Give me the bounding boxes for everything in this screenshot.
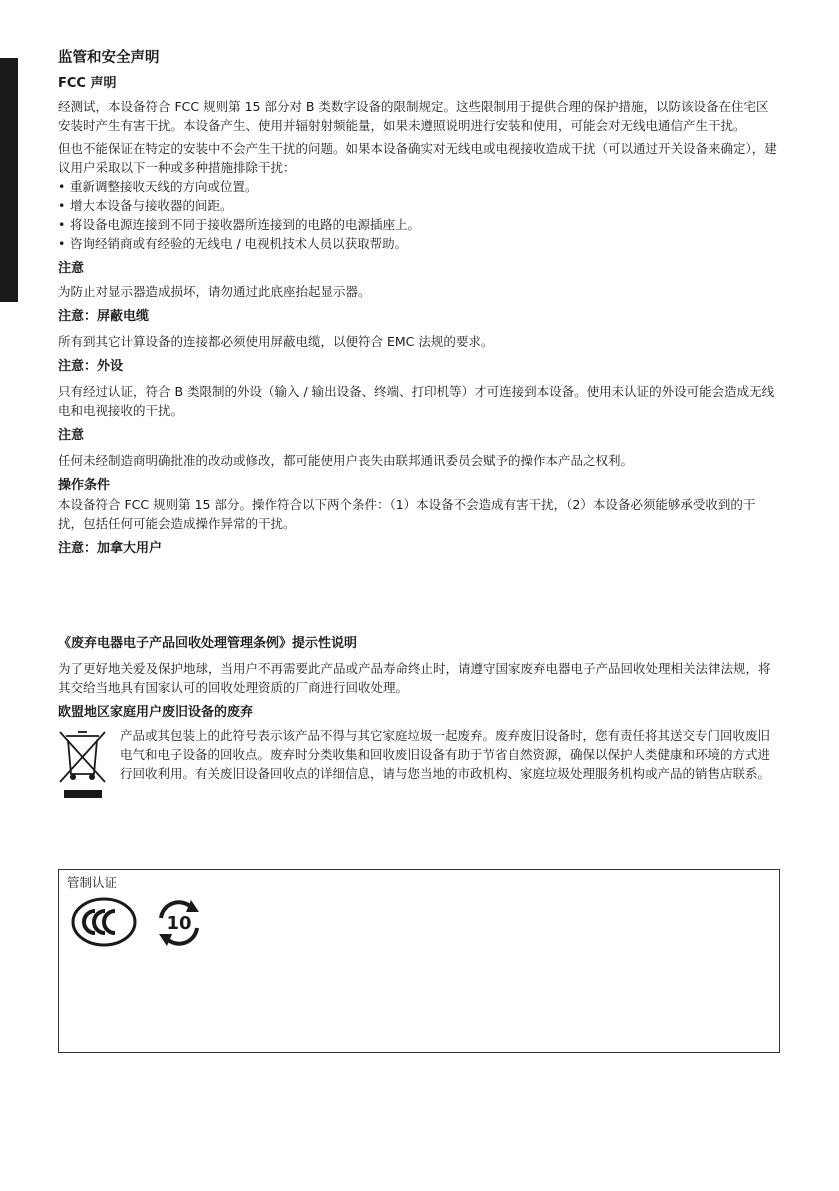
- fcc-paragraph-2: 但也不能保证在特定的安装中不会产生干扰的问题。如果本设备确实对无线电或电视接收造成干扰（可以通过开关设备来确定），建议用户采取以下一种或多种措施排除干扰：: [58, 141, 777, 175]
- modification-text: 任何未经制造商明确批准的改动或修改，都可能使用户丧失由联邦通讯委员会赋予的操作本产品之权利。: [58, 453, 634, 468]
- notice-heading: 注意: [58, 261, 85, 276]
- operating-conditions-heading: 操作条件: [58, 478, 111, 493]
- fcc-bullet: • 重新调整接收天线的方向或位置。: [58, 177, 780, 196]
- canada-heading: 注意：加拿大用户: [58, 541, 163, 556]
- shielded-cable-text: 所有到其它计算设备的连接都必须使用屏蔽电缆，以便符合 EMC 法规的要求。: [58, 334, 494, 349]
- fcc-paragraph-1: 经测试，本设备符合 FCC 规则第 15 部分对 B 类数字设备的限制规定。这些限制用于提供合理的保护措施，以防该设备在住宅区安装时产生有害干扰。本设备产生、使用并辐射射频能量，如果未遵照说明进行安装和使用，可能会对无线电通信产生干扰。: [58, 99, 769, 133]
- eu-disposal-block: [58, 726, 780, 806]
- waste-regulation-heading: 《废弃电器电子产品回收处理管理条例》提示性说明: [58, 636, 358, 651]
- regulatory-certification-box: [58, 869, 780, 1053]
- fcc-bullet: • 增大本设备与接收器的间距。: [58, 196, 780, 215]
- ccc-mark-icon: [71, 897, 137, 951]
- fcc-bullet: • 将设备电源连接到不同于接收器所连接到的电路的电源插座上。: [58, 215, 780, 234]
- notice-text: 为防止对显示器造成损坏，请勿通过此底座抬起显示器。: [58, 284, 371, 299]
- side-tab-marker: [0, 58, 18, 302]
- document-body: [58, 48, 780, 806]
- crossed-out-wheelie-bin-icon: [58, 726, 116, 806]
- modification-heading: 注意: [58, 428, 85, 443]
- waste-regulation-text: 为了更好地关爱及保护地球，当用户不再需要此产品或产品寿命终止时，请遵守国家废弃电器电子产品回收处理相关法律法规，将其交给当地具有国家认可的回收处理资质的厂商进行回收处理。: [58, 661, 771, 695]
- peripherals-text: 只有经过认证，符合 B 类限制的外设（输入 / 输出设备、终端、打印机等）才可连接到本设备。使用未认证的外设可能会造成无线电和电视接收的干扰。: [58, 384, 775, 418]
- page-title: 监管和安全声明: [58, 50, 160, 66]
- peripherals-heading: 注意：外设: [58, 359, 124, 374]
- certification-label: 管制认证: [67, 875, 118, 890]
- operating-conditions-text: 本设备符合 FCC 规则第 15 部分。操作符合以下两个条件：（1）本设备不会造成有害干扰，（2）本设备必须能够承受收到的干扰，包括任何可能会造成操作异常的干扰。: [58, 497, 756, 531]
- epup-years-label: 10: [166, 913, 192, 934]
- shielded-cable-heading: 注意：屏蔽电缆: [58, 309, 150, 324]
- fcc-heading: FCC 声明: [58, 76, 117, 91]
- eu-disposal-text: 产品或其包装上的此符号表示该产品不得与其它家庭垃圾一起废弃。废弃废旧设备时，您有责任将其送交专门回收废旧电气和电子设备的回收点。废弃时分类收集和回收废旧设备有助于节省自然资源，确保以保护人类健康和环境的方式进行回收利用。有关废旧设备回收点的详细信息，请与您当地的市政机构、家庭垃圾处理服务机构或产品的销售店联系。: [120, 728, 771, 781]
- eu-disposal-heading: 欧盟地区家庭用户废旧设备的废弃: [58, 705, 254, 720]
- environment-protection-use-period-icon: [151, 896, 207, 954]
- fcc-bullet: • 咨询经销商或有经验的无线电 / 电视机技术人员以获取帮助。: [58, 234, 780, 253]
